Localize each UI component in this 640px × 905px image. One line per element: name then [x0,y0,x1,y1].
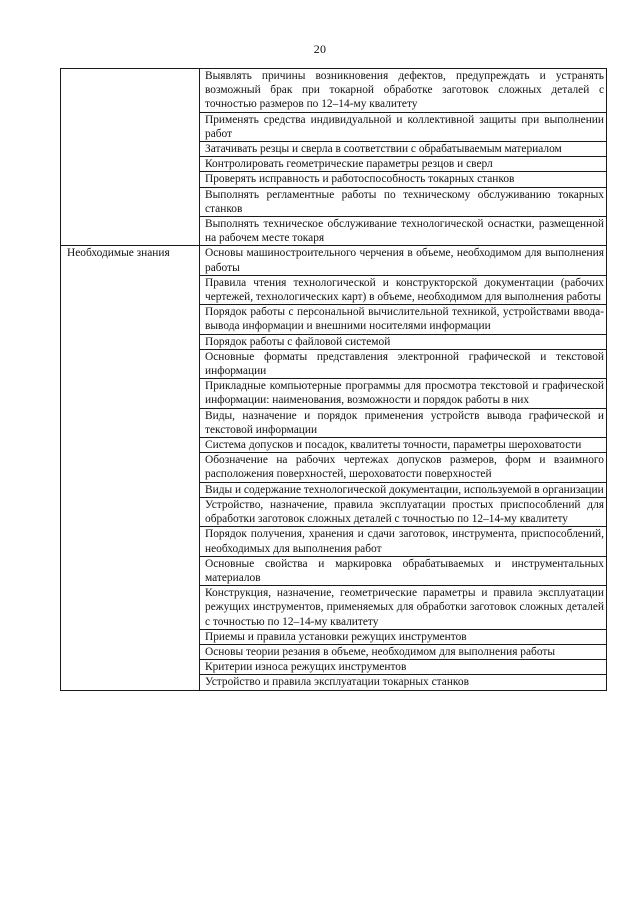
table-row [61,69,607,113]
requirement-item: Приемы и правила установки режущих инструментов [200,629,607,644]
requirement-item: Виды, назначение и порядок применения устройств вывода графической и текстовой информации [200,408,607,437]
requirement-item: Выполнять регламентные работы по техническому обслуживанию токарных станков [200,187,607,216]
requirement-item: Выполнять техническое обслуживание технологической оснастки, размещенной на рабочем месте токаря [200,217,607,246]
requirement-item: Основные форматы представления электронной графической и текстовой информации [200,349,607,378]
requirement-item: Виды и содержание технологической документации, используемой в организации [200,482,607,497]
requirement-item: Применять средства индивидуальной и коллективной защиты при выполнении работ [200,112,607,141]
requirements-table [60,68,607,691]
requirement-item: Основы машиностроительного черчения в объеме, необходимом для выполнения работы [200,246,607,275]
requirement-item: Конструкция, назначение, геометрические параметры и правила эксплуатации режущих инструментов, применяемых для обработки заготовок сложных деталей с точностью по 12–14-му квалитету [200,586,607,630]
requirement-item: Выявлять причины возникновения дефектов, предупреждать и устранять возможный брак при токарной обработке заготовок сложных деталей с точностью размеров по 12–14-му квалитету [200,69,607,113]
requirement-item: Порядок работы с персональной вычислительной техникой, устройствами ввода-вывода информации и внешними носителями информации [200,305,607,334]
requirement-item: Обозначение на рабочих чертежах допусков размеров, форм и взаимного расположения поверхностей, шероховатости поверхностей [200,453,607,482]
page-number: 20 [313,42,327,56]
requirement-item: Порядок получения, хранения и сдачи заготовок, инструмента, приспособлений, необходимых для выполнения работ [200,527,607,556]
requirements-table-body [61,69,607,691]
requirement-item: Основы теории резания в объеме, необходимом для выполнения работы [200,644,607,659]
requirement-item: Правила чтения технологической и конструкторской документации (рабочих чертежей, технологических карт) в объеме, необходимом для выполнения работы [200,275,607,304]
requirement-item: Затачивать резцы и сверла в соответствии с обрабатываемым материалом [200,142,607,157]
requirement-item: Система допусков и посадок, квалитеты точности, параметры шероховатости [200,438,607,453]
requirement-item: Проверять исправность и работоспособность токарных станков [200,172,607,187]
section-category [61,69,200,246]
section-category: Необходимые знания [61,246,200,690]
requirement-item: Контролировать геометрические параметры резцов и сверл [200,157,607,172]
table-row [61,246,607,275]
requirement-item: Прикладные компьютерные программы для просмотра текстовой и графической информации: наименования, возможности и порядок работы в них [200,379,607,408]
requirement-item: Порядок работы с файловой системой [200,334,607,349]
requirement-item: Критерии износа режущих инструментов [200,660,607,675]
requirement-item: Устройство и правила эксплуатации токарных станков [200,675,607,690]
requirement-item: Основные свойства и маркировка обрабатываемых и инструментальных материалов [200,556,607,585]
requirement-item: Устройство, назначение, правила эксплуатации простых приспособлений для обработки заготовок сложных деталей с точностью по 12–14-му квалитету [200,497,607,526]
